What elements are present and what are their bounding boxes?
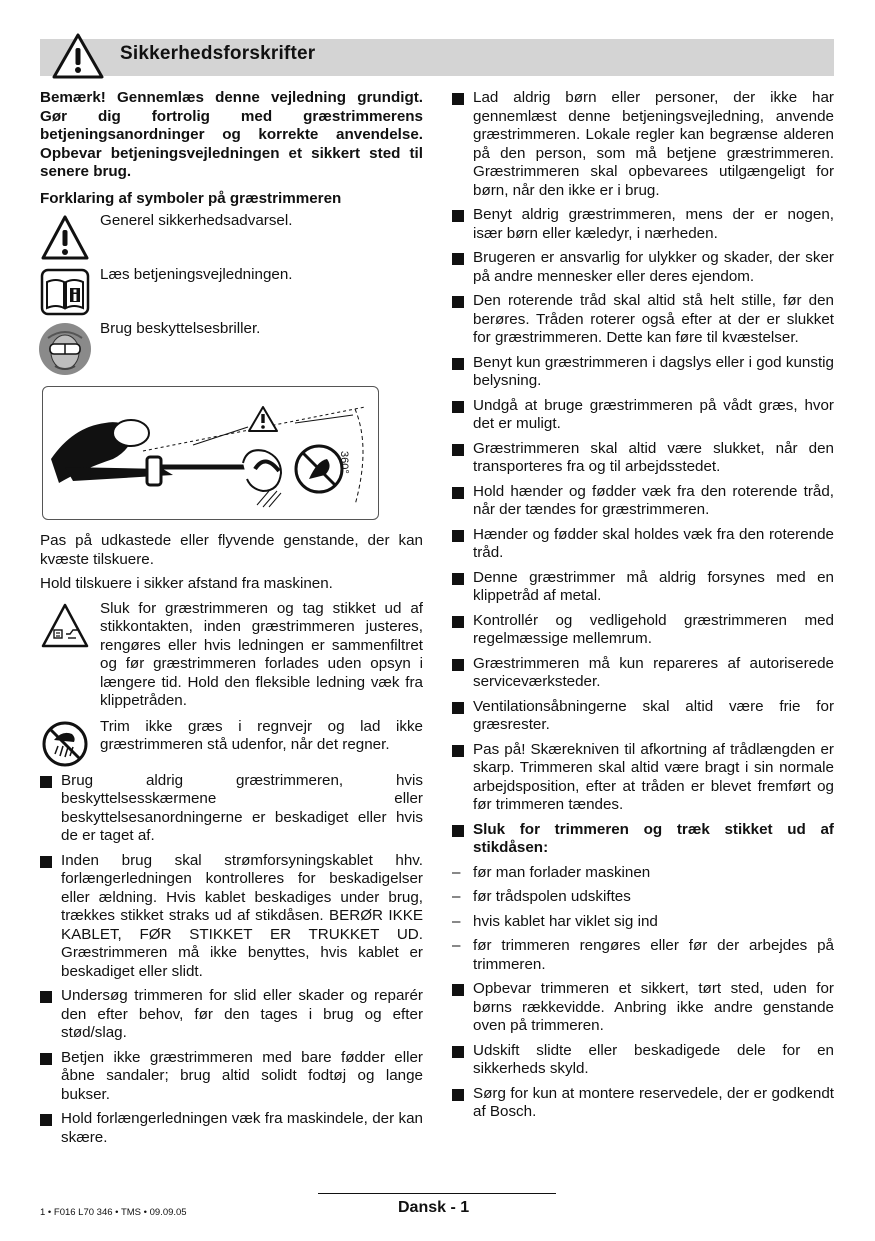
list-item: Undersøg trimmeren for slid eller skader og reparér den efter behov, før den tages i brug og efter stød/slag.: [40, 987, 423, 1043]
list-item: Græstrimmeren skal altid være slukket, når den transporteres fra og til arbejdsstedet.: [452, 440, 834, 477]
list-item: Brugeren er ansvarlig for ulykker og skader, der sker på andre mennesker eller deres ejendom.: [452, 249, 834, 286]
list-item: Benyt kun græstrimmeren i dagslys eller i god kunstig belysning.: [452, 354, 834, 391]
unplug-text: Sluk for græstrimmeren og tag stikket ud af stikkontakten, inden græstrimmeren justeres, rengøres eller hvis ledningen er sammenfiltret og før græstrimmeren forlades uden opsyn i længere tid. Hold den fleksible ledning væk fra klippetråden.: [100, 599, 423, 709]
list-item: Opbevar trimmeren et sikkert, tørt sted, uden for børns rækkevidde. Anbring ikke andre genstande oven på trimmeren.: [452, 980, 834, 1036]
thrown-objects-text: Pas på udkastede eller flyvende genstande, der kan kvæste tilskuere.: [40, 532, 423, 568]
footer-rule: [318, 1193, 556, 1194]
list-item: Betjen ikke græstrimmeren med bare fødder eller åbne sandaler; brug altid solidt fodtøj og lange bukser.: [40, 1049, 423, 1105]
thrown-objects-illustration: [42, 386, 379, 520]
right-bullet-list-2: [452, 980, 834, 1122]
right-column: [452, 89, 834, 1122]
symbols-heading: Forklaring af symboler på græstrimmeren: [40, 189, 342, 207]
trimmer-hazard-drawing: [43, 387, 378, 519]
page-number: Dansk - 1: [398, 1199, 470, 1216]
list-item: Sørg for kun at montere reservedele, der er godkendt af Bosch.: [452, 1085, 834, 1122]
symbol-rain: [40, 718, 423, 764]
list-item: Udskift slidte eller beskadigede dele for en sikkerheds skyld.: [452, 1042, 834, 1079]
unplug-warning-icon: [40, 602, 90, 650]
left-column: [40, 89, 423, 1147]
left-bullet-list: [40, 772, 423, 1148]
rain-text: Trim ikke græs i regnvejr og lad ikke græstrimmeren stå udenfor, når det regner.: [100, 717, 423, 753]
symbol-label: Læs betjeningsvejledningen.: [100, 266, 293, 283]
list-item: Pas på! Skærekniven til afkortning af trådlængden er skarp. Trimmeren skal altid være bragt i sin normale arbejdsposition, efter at tråden er blevet fremført og før trimmeren tændes.: [452, 741, 834, 815]
section-header: [40, 39, 834, 76]
list-item: Hænder og fødder skal holdes væk fra den roterende tråd.: [452, 526, 834, 563]
rotation-angle-label: 360°: [338, 451, 350, 474]
symbol-goggles: [40, 320, 423, 374]
document-code: 1 • F016 L70 346 • TMS • 09.09.05: [40, 1207, 187, 1218]
symbol-label: Generel sikkerhedsadvarsel.: [100, 212, 293, 229]
bystanders-text: Hold tilskuere i sikker afstand fra maskinen.: [40, 575, 333, 592]
warning-triangle-icon: [40, 214, 90, 262]
list-item: Brug aldrig græstrimmeren, hvis beskyttelsesskærmene eller beskyttelsesanordningerne er beskadiget eller hvis de er taget af.: [40, 772, 423, 846]
symbol-label: Brug beskyttelsesbriller.: [100, 320, 261, 337]
page-title: Sikkerhedsforskrifter: [120, 43, 316, 64]
symbol-read-manual: [40, 266, 423, 316]
symbol-general-warning: [40, 212, 423, 262]
no-rain-icon: [40, 720, 90, 768]
list-item: Hold forlængerledningen væk fra maskindele, der kan skære.: [40, 1110, 423, 1147]
warning-triangle-icon: [52, 33, 104, 79]
list-item: Undgå at bruge græstrimmeren på vådt græs, hvor det er muligt.: [452, 397, 834, 434]
dash-item: – før trådspolen udskiftes: [452, 888, 834, 907]
safety-goggles-icon: [38, 322, 92, 376]
dash-item: – før man forlader maskinen: [452, 864, 834, 883]
unplug-dash-list: [452, 864, 834, 975]
list-item: Lad aldrig børn eller personer, der ikke har gennemlæst denne betjeningsvejledning, anvende græstrimmeren. Lokale regler kan begrænse alderen på den person, som må betjene græstrimmeren. Græstrimmeren skal opbevarees utilgængeligt for børn, når den ikke er i brug.: [452, 89, 834, 200]
list-item: Denne græstrimmer må aldrig forsynes med en klippetråd af metal.: [452, 569, 834, 606]
list-item: Græstrimmeren må kun repareres af autoriserede serviceværksteder.: [452, 655, 834, 692]
list-item: Kontrollér og vedligehold græstrimmeren med regelmæssige mellemrum.: [452, 612, 834, 649]
dash-item: – hvis kablet har viklet sig ind: [452, 913, 834, 932]
list-item: Den roterende tråd skal altid stå helt stille, før den berøres. Tråden roterer også efter at der er slukket for græstrimmeren. Dette kan føre til kvæstelser.: [452, 292, 834, 348]
list-item: Ventilationsåbningerne skal altid være frie for græsrester.: [452, 698, 834, 735]
read-manual-icon: [40, 268, 90, 316]
symbol-unplug: [40, 600, 423, 712]
dash-item: – før trimmeren rengøres eller før der arbejdes på trimmeren.: [452, 937, 834, 974]
intro-note: Bemærk! Gennemlæs denne vejledning grundigt. Gør dig fortrolig med græstrimmerens betjeningsanordninger og korrekte anvendelse. Opbevar betjeningsvejledningen et sikkert sted til senere brug.: [40, 89, 423, 180]
list-item: Hold hænder og fødder væk fra den roterende tråd, når der tændes for græstrimmeren.: [452, 483, 834, 520]
list-item: Inden brug skal strømforsyningskablet hhv. forlængerledningen kontrolleres for beskadigelser eller ældning. Hvis kablet beskadiges under brug, trækkes stikket straks ud af stikdåsen. BERØR IKKE KABLET, FØR STIKKET ER TRUKKET UD. Græstrimmeren må ikke benyttes, hvis kablet er beskadiget eller slidt.: [40, 852, 423, 982]
unplug-heading: Sluk for trimmeren og træk stikket ud af stikdåsen:: [452, 821, 834, 858]
list-item: Benyt aldrig græstrimmeren, mens der er nogen, især børn eller kæledyr, i nærheden.: [452, 206, 834, 243]
right-bullet-list: [452, 89, 834, 858]
